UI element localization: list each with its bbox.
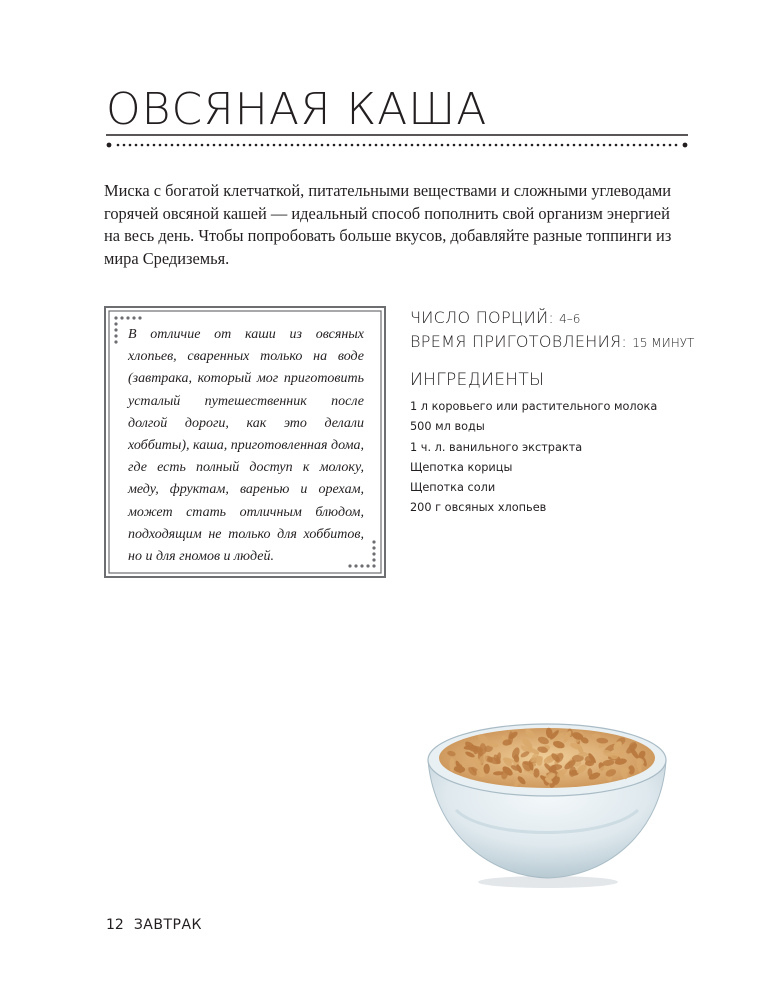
page-number: 12 bbox=[106, 917, 124, 933]
ingredient-item: 1 л коровьего или растительного молока bbox=[410, 400, 658, 413]
servings-value: 4–6 bbox=[559, 312, 581, 326]
recipe-meta bbox=[410, 306, 710, 354]
ingredient-item: 200 г овсяных хлопьев bbox=[410, 501, 547, 515]
dotted-title-rule bbox=[106, 131, 688, 151]
recipe-intro: Миска с богатой клетчаткой, питательными веществами и сложными углеводами горячей овсяной кашей — идеальный способ пополнить свой организм энергией на весь день. Чтобы попробовать больше вкусов, добавляйте разные топпинги из мира Средиземья. bbox=[104, 181, 672, 268]
recipe-title: ОВСЯНАЯ КАША bbox=[106, 84, 488, 135]
section-name: ЗАВТРАК bbox=[133, 917, 202, 933]
ingredients-heading: ИНГРЕДИЕНТЫ bbox=[410, 370, 545, 390]
ingredient-item: 500 мл воды bbox=[410, 420, 485, 434]
prep-time-label: ВРЕМЯ ПРИГОТОВЛЕНИЯ: bbox=[410, 332, 628, 351]
servings-label: ЧИСЛО ПОРЦИЙ: bbox=[410, 308, 555, 327]
ingredients-list bbox=[410, 397, 657, 519]
ingredient-item: 1 ч. л. ванильного экстракта bbox=[410, 440, 583, 454]
prep-time-row bbox=[410, 330, 710, 354]
hobbit-note: В отличие от каши из овсяных хлопьев, сваренных только на воде (завтрака, который мог приготовить усталый путешественник после долгой дороги, как это делали хоббиты), каша, приготовленная дома, где есть полный доступ к молоку, меду, фруктам, варенью и орехам, может стать отличным блюдом, подходящим не только для хоббитов, но и для гномов и людей. bbox=[128, 327, 364, 565]
ingredient-item: Щепотка корицы bbox=[410, 460, 513, 474]
prep-time-value: 15 МИНУТ bbox=[632, 336, 695, 350]
servings-row bbox=[410, 306, 710, 330]
oatmeal-bowl-illustration bbox=[416, 700, 676, 890]
page-footer bbox=[106, 917, 202, 933]
ingredient-item: Щепотка соли bbox=[410, 481, 496, 495]
